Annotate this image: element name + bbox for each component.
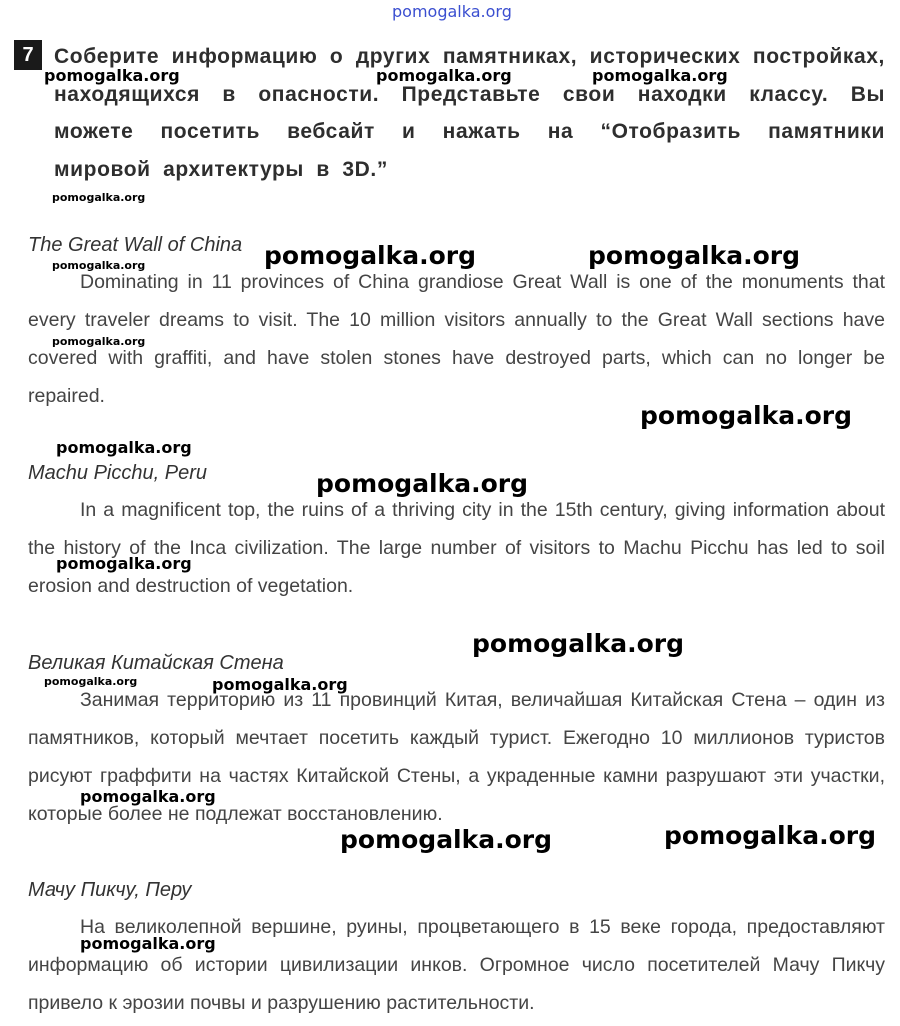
section-text-machu-picchu-ru: На великолепной вершине, руины, процветающего в 15 веке города, предоставляют информацию об истории цивилизации инков. Огромное число посетителей Мачу Пикчу привело к эрозии почвы и разрушению растительности.	[28, 916, 885, 1014]
watermark: pomogalka.org	[44, 66, 180, 85]
watermark: pomogalka.org	[52, 191, 146, 204]
top-watermark: pomogalka.org	[392, 2, 512, 21]
watermark: pomogalka.org	[588, 241, 801, 270]
watermark: pomogalka.org	[472, 629, 685, 658]
watermark: pomogalka.org	[212, 675, 348, 694]
section-heading-machu-picchu-en: Machu Picchu, Peru	[28, 462, 207, 484]
watermark: pomogalka.org	[80, 787, 216, 806]
watermark: pomogalka.org	[52, 259, 146, 272]
watermark: pomogalka.org	[664, 821, 877, 850]
watermark: pomogalka.org	[316, 469, 529, 498]
section-heading-great-wall-ru: Великая Китайская Стена	[28, 652, 284, 674]
watermark: pomogalka.org	[640, 401, 853, 430]
watermark: pomogalka.org	[592, 66, 728, 85]
section-text-great-wall-en: Dominating in 11 provinces of China grandiose Great Wall is one of the monuments that every traveler dreams to visit. The 10 million visitors annually to the Great Wall sections have covered with graffiti, and have stolen stones have destroyed parts, which can no longer be repaired.	[28, 271, 885, 407]
watermark: pomogalka.org	[52, 335, 146, 348]
section-heading-great-wall-en: The Great Wall of China	[28, 234, 243, 256]
watermark: pomogalka.org	[264, 241, 477, 270]
watermark: pomogalka.org	[340, 825, 553, 854]
watermark: pomogalka.org	[56, 554, 192, 573]
section-text-great-wall-ru: Занимая территорию из 11 провинций Китая, величайшая Китайская Стена – один из памятников, который мечтает посетить каждый турист. Ежегодно 10 миллионов туристов рисуют граффити на частях Китайской Стены, а украденные камни разрушают эти участки, которые более не подлежат восстановлению.	[28, 689, 885, 825]
watermark: pomogalka.org	[44, 675, 138, 688]
section-text-machu-picchu-en: In a magnificent top, the ruins of a thriving city in the 15th century, giving information about the history of the Inca civilization. The large number of visitors to Machu Picchu has led to soil erosion and destruction of vegetation.	[28, 499, 885, 597]
task-number-badge: 7	[14, 40, 42, 70]
watermark: pomogalka.org	[80, 934, 216, 953]
task-instruction: Соберите информацию о других памятниках, исторических постройках, находящихся в опасности. Представьте свои находки классу. Вы можете посетить вебсайт и нажать на “Отобразить памятники мировой архитектуры в 3D.”	[54, 45, 885, 181]
watermark: pomogalka.org	[376, 66, 512, 85]
watermark: pomogalka.org	[56, 438, 192, 457]
section-heading-machu-picchu-ru: Мачу Пикчу, Перу	[28, 879, 192, 901]
